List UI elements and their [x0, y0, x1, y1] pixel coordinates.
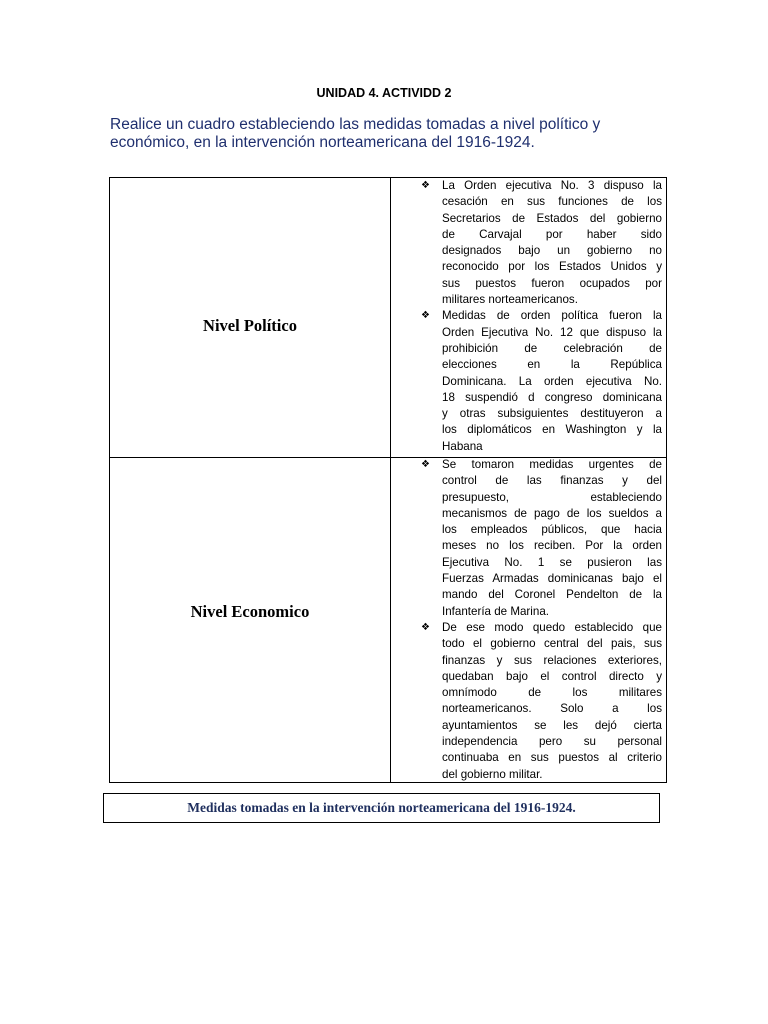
bullet-text-line: reconocido por los Estados Unidos y	[442, 260, 662, 274]
bullet-text-line: elecciones en la República	[442, 358, 662, 372]
bullet-text-line: quedaban bajo el control directo y	[442, 669, 662, 683]
diamond-bullet-icon: ❖	[421, 459, 430, 470]
instructions-line: Realice un cuadro estableciendo las medidas tomadas a nivel político y	[110, 116, 601, 133]
bullet-text-line: La Orden ejecutiva No. 3 dispuso la	[442, 179, 662, 192]
bullet-text-line: finanzas y sus relaciones exteriores,	[442, 653, 662, 667]
bullet-text-line: Habana	[442, 439, 483, 453]
bullet-text-line: Fuerzas Armadas dominicanas bajo el	[442, 572, 662, 586]
bullet-text-line: Ejecutiva No. 1 se pusieron las	[442, 555, 662, 569]
bullet-item	[395, 308, 662, 455]
bullet-text-line: norteamericanos. Solo a los	[442, 702, 662, 716]
bullet-text-line: Infantería de Marina.	[442, 604, 549, 618]
bullet-text-line: del gobierno militar.	[442, 767, 543, 781]
bullet-text-line: los diplomáticos en Washington y la	[442, 423, 662, 437]
measures-table	[109, 177, 667, 783]
bullet-text-line: Se tomaron medidas urgentes de	[442, 458, 662, 471]
diamond-bullet-icon: ❖	[421, 621, 430, 633]
diamond-bullet-icon: ❖	[421, 180, 430, 191]
row-label-economic: Nivel Economico	[190, 602, 310, 621]
bullet-text-line: Secretarios de Estados del gobierno	[442, 211, 662, 225]
bullet-text-line: meses no los reciben. Por la orden	[442, 539, 662, 553]
table-caption: Medidas tomadas en la intervención norteamericana del 1916-1924.	[103, 793, 660, 823]
bullet-text-line: militares norteamericanos.	[442, 293, 578, 307]
instructions-line: económico, en la intervención norteamericana del 1916-1924.	[110, 134, 535, 151]
bullet-text-line: omnímodo de los militares	[442, 686, 662, 700]
economic-measures-cell	[395, 457, 662, 783]
bullet-text-line: independencia pero su personal	[442, 735, 662, 749]
bullet-item	[395, 620, 662, 783]
bullet-text-line: designados bajo un gobierno no	[442, 244, 662, 258]
bullet-text-line: prohibición de celebración de	[442, 341, 662, 355]
bullet-text-line: Orden Ejecutiva No. 12 que dispuso la	[442, 325, 662, 339]
bullet-text-line: De ese modo quedo establecido que	[442, 620, 662, 634]
bullet-text-line: ayuntamientos se les dejó cierta	[442, 718, 662, 732]
bullet-text-line: 18 suspendió d congreso dominicana	[442, 390, 662, 404]
political-measures-cell	[395, 178, 662, 455]
bullet-text-line: mando del Coronel Pendelton de la	[442, 588, 662, 602]
bullet-item	[395, 178, 662, 308]
bullet-text-line: Dominicana. La orden ejecutiva No.	[442, 374, 662, 388]
bullet-text-line: los empleados públicos, que hacia	[442, 523, 662, 537]
bullet-text-line: mecanismos de pago de los sueldos a	[442, 506, 662, 520]
bullet-text-line: continuaba en sus puestos al criterio	[442, 751, 662, 765]
table-divider-vertical	[390, 178, 391, 782]
bullet-text-line: y otras subsiguientes destituyeron a	[442, 407, 662, 421]
bullet-text-line: sus puestos fueron ocupados por	[442, 276, 662, 290]
instructions-text	[110, 116, 630, 152]
row-label-political: Nivel Político	[203, 316, 297, 335]
document-heading: UNIDAD 4. ACTIVIDD 2	[316, 86, 452, 100]
bullet-text-line: presupuesto, estableciendo	[442, 490, 662, 504]
bullet-item	[395, 457, 662, 620]
bullet-text-line: cesación en sus funciones de los	[442, 195, 662, 209]
diamond-bullet-icon: ❖	[421, 310, 430, 322]
bullet-text-line: de Carvajal por haber sido	[442, 227, 662, 241]
bullet-text-line: control de las finanzas y del	[442, 474, 662, 488]
bullet-text-line: todo el gobierno central del pais, sus	[442, 637, 662, 651]
bullet-text-line: Medidas de orden política fueron la	[442, 309, 662, 323]
